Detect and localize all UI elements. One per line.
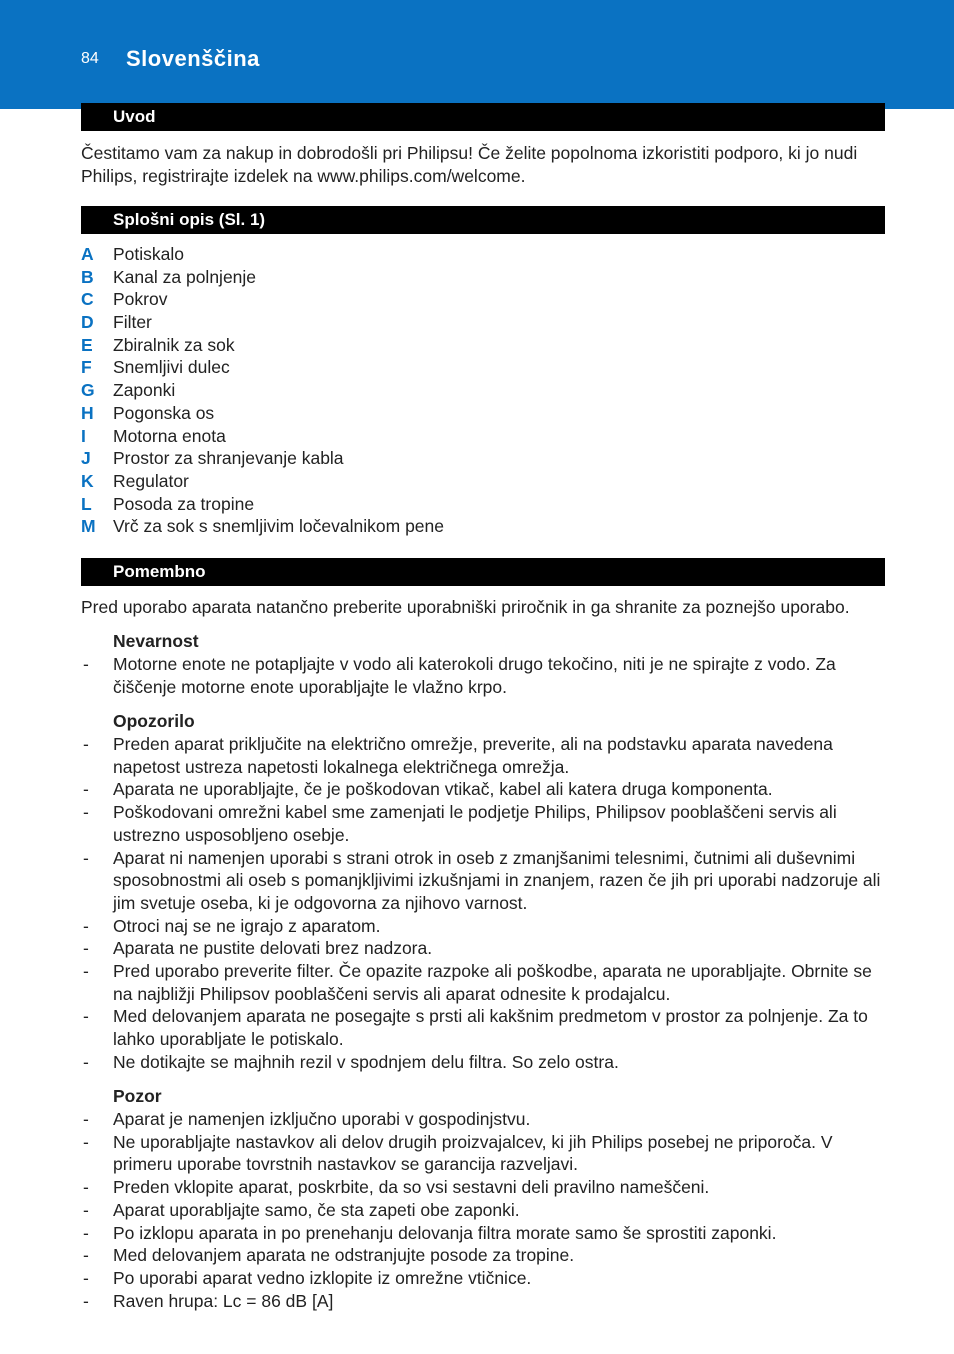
part-item xyxy=(81,356,444,379)
bullet-dash: - xyxy=(83,734,89,754)
bullet-dash: - xyxy=(83,1222,89,1243)
list-item xyxy=(81,1176,885,1199)
bullet-dash: - xyxy=(83,847,89,868)
bullet-text: Motorne enote ne potapljajte v vodo ali katerokoli drugo tekočino, niti je ne spirajte z vodo. Za čiščenje motorne enote uporabljajte le vlažno krpo. xyxy=(113,654,836,697)
part-letter: A xyxy=(81,244,94,264)
subhead-caution: Pozor xyxy=(113,1086,162,1106)
list-item xyxy=(81,733,885,778)
bullet-dash: - xyxy=(83,1177,89,1198)
part-letter: L xyxy=(81,493,92,514)
section-header-general-description: Splošni opis (Sl. 1) xyxy=(81,206,885,234)
bullet-dash: - xyxy=(83,1199,89,1220)
part-label: Prostor za shranjevanje kabla xyxy=(113,448,344,469)
part-letter: G xyxy=(81,380,95,401)
bullet-text: Aparat uporabljajte samo, če sta zapeti obe zaponki. xyxy=(113,1199,520,1220)
part-label: Snemljivi dulec xyxy=(113,357,230,378)
bullet-text: Aparata ne uporabljajte, če je poškodovan vtikač, kabel ali katera druga komponenta. xyxy=(113,779,773,800)
danger-list xyxy=(81,653,885,698)
bullet-text: Aparat ni namenjen uporabi s strani otrok in oseb z zmanjšanimi telesnimi, čutnimi ali duševnimi sposobnostmi ali oseb s pomanjkljivimi izkušnjami in znanjem, razen če jih pri uporabi nadzoruje ali jim svetuje oseba, ki je odgovorna za njihovo varnost. xyxy=(113,847,881,913)
part-label: Pogonska os xyxy=(113,402,215,423)
part-item xyxy=(81,425,444,448)
section-header-important: Pomembno xyxy=(81,558,885,586)
part-item xyxy=(81,288,444,311)
caution-list xyxy=(81,1108,885,1312)
bullet-dash: - xyxy=(83,802,89,823)
part-letter: C xyxy=(81,289,94,310)
part-label: Pokrov xyxy=(113,289,168,310)
list-item xyxy=(81,1108,885,1131)
bullet-dash: - xyxy=(83,1006,89,1027)
part-label: Zbiralnik za sok xyxy=(113,334,235,355)
list-item xyxy=(81,960,885,1005)
page-number: 84 xyxy=(81,50,99,67)
part-item xyxy=(81,379,444,402)
bullet-dash: - xyxy=(83,1051,89,1072)
bullet-dash: - xyxy=(83,1109,89,1129)
bullet-text: Ne uporabljajte nastavkov ali delov drugih proizvajalcev, ki jih Philips posebej ne priporoča. V primeru uporabe tovrstnih nastavkov se garancija razveljavi. xyxy=(113,1131,833,1175)
list-item xyxy=(81,1051,885,1074)
bullet-text: Po uporabi aparat vedno izklopite iz omrežne vtičnice. xyxy=(113,1267,532,1288)
list-item xyxy=(81,653,885,698)
part-item xyxy=(81,243,444,266)
list-item xyxy=(81,1244,885,1267)
bullet-dash: - xyxy=(83,1267,89,1288)
part-item xyxy=(81,266,444,289)
list-item xyxy=(81,801,885,846)
intro-paragraph: Čestitamo vam za nakup in dobrodošli pri Philipsu! Če želite popolnoma izkoristiti podporo, ki jo nudi Philips, registrirajte izdelek na www.philips.com/welcome. xyxy=(81,143,858,186)
bullet-dash: - xyxy=(83,1245,89,1266)
bullet-text: Ne dotikajte se majhnih rezil v spodnjem delu filtra. So zelo ostra. xyxy=(113,1051,619,1072)
bullet-text: Med delovanjem aparata ne odstranjujte posode za tropine. xyxy=(113,1245,575,1266)
part-label: Regulator xyxy=(113,470,189,491)
section-header-uvod: Uvod xyxy=(81,103,885,131)
bullet-dash: - xyxy=(83,915,89,936)
part-letter: E xyxy=(81,334,93,355)
part-letter: F xyxy=(81,357,92,378)
bullet-text: Aparat je namenjen izključno uporabi v gospodinjstvu. xyxy=(113,1109,531,1129)
list-item xyxy=(81,1222,885,1245)
list-item xyxy=(81,1131,885,1176)
part-letter: K xyxy=(81,470,94,491)
part-label: Zaponki xyxy=(113,380,176,401)
part-item xyxy=(81,470,444,493)
parts-list xyxy=(81,243,444,538)
list-item xyxy=(81,1005,885,1050)
part-label: Kanal za polnjenje xyxy=(113,266,257,287)
part-letter: D xyxy=(81,312,94,333)
part-letter: B xyxy=(81,266,94,287)
list-item xyxy=(81,937,885,960)
part-label: Vrč za sok s snemljivim ločevalnikom pene xyxy=(113,516,444,537)
part-letter: H xyxy=(81,402,94,423)
bullet-dash: - xyxy=(83,779,89,800)
warning-list xyxy=(81,733,885,1074)
bullet-dash: - xyxy=(83,961,89,982)
list-item xyxy=(81,778,885,801)
bullet-text: Med delovanjem aparata ne posegajte s prsti ali kakšnim predmetom v prostor za polnjenje. Za to lahko uporabljate le potiskalo. xyxy=(113,1006,868,1050)
bullet-text: Raven hrupa: Lc = 86 dB [A] xyxy=(113,1290,334,1311)
part-letter: J xyxy=(81,448,91,469)
subhead-warning: Opozorilo xyxy=(113,711,195,731)
part-item xyxy=(81,493,444,516)
important-intro: Pred uporabo aparata natančno preberite uporabniški priročnik in ga shranite za poznejšo uporabo. xyxy=(81,597,850,617)
subhead-danger: Nevarnost xyxy=(113,631,199,651)
part-label: Motorna enota xyxy=(113,425,226,446)
part-label: Filter xyxy=(113,312,152,333)
part-item xyxy=(81,402,444,425)
bullet-text: Preden aparat priključite na električno omrežje, preverite, ali na podstavku aparata navedena napetost ustreza napetosti lokalnega električnega omrežja. xyxy=(113,734,833,777)
list-item xyxy=(81,1290,885,1313)
list-item xyxy=(81,915,885,938)
part-item xyxy=(81,515,444,538)
bullet-text: Poškodovani omrežni kabel sme zamenjati le podjetje Philips, Philipsov pooblaščeni servis ali ustrezno usposobljeno osebje. xyxy=(113,802,837,845)
part-item xyxy=(81,311,444,334)
list-item xyxy=(81,847,885,915)
bullet-text: Otroci naj se ne igrajo z aparatom. xyxy=(113,915,381,936)
bullet-text: Preden vklopite aparat, poskrbite, da so vsi sestavni deli pravilno nameščeni. xyxy=(113,1177,710,1198)
bullet-dash: - xyxy=(83,1131,89,1152)
part-item xyxy=(81,447,444,470)
part-letter: M xyxy=(81,516,96,537)
bullet-dash: - xyxy=(83,1290,89,1311)
bullet-text: Pred uporabo preverite filter. Če opazite razpoke ali poškodbe, aparata ne uporabljajte. Obrnite se na najbližji Philipsov pooblaščeni servis ali aparat odnesite k prodajalcu. xyxy=(113,961,872,1004)
bullet-dash: - xyxy=(83,654,89,674)
part-item xyxy=(81,334,444,357)
part-label: Posoda za tropine xyxy=(113,493,255,514)
list-item xyxy=(81,1199,885,1222)
bullet-text: Aparata ne pustite delovati brez nadzora. xyxy=(113,938,433,959)
list-item xyxy=(81,1267,885,1290)
bullet-text: Po izklopu aparata in po prenehanju delovanja filtra morate samo še sprostiti zaponki. xyxy=(113,1222,777,1243)
bullet-dash: - xyxy=(83,938,89,959)
part-label: Potiskalo xyxy=(113,244,185,264)
part-letter: I xyxy=(81,425,86,446)
language-title: Slovenščina xyxy=(126,46,260,71)
